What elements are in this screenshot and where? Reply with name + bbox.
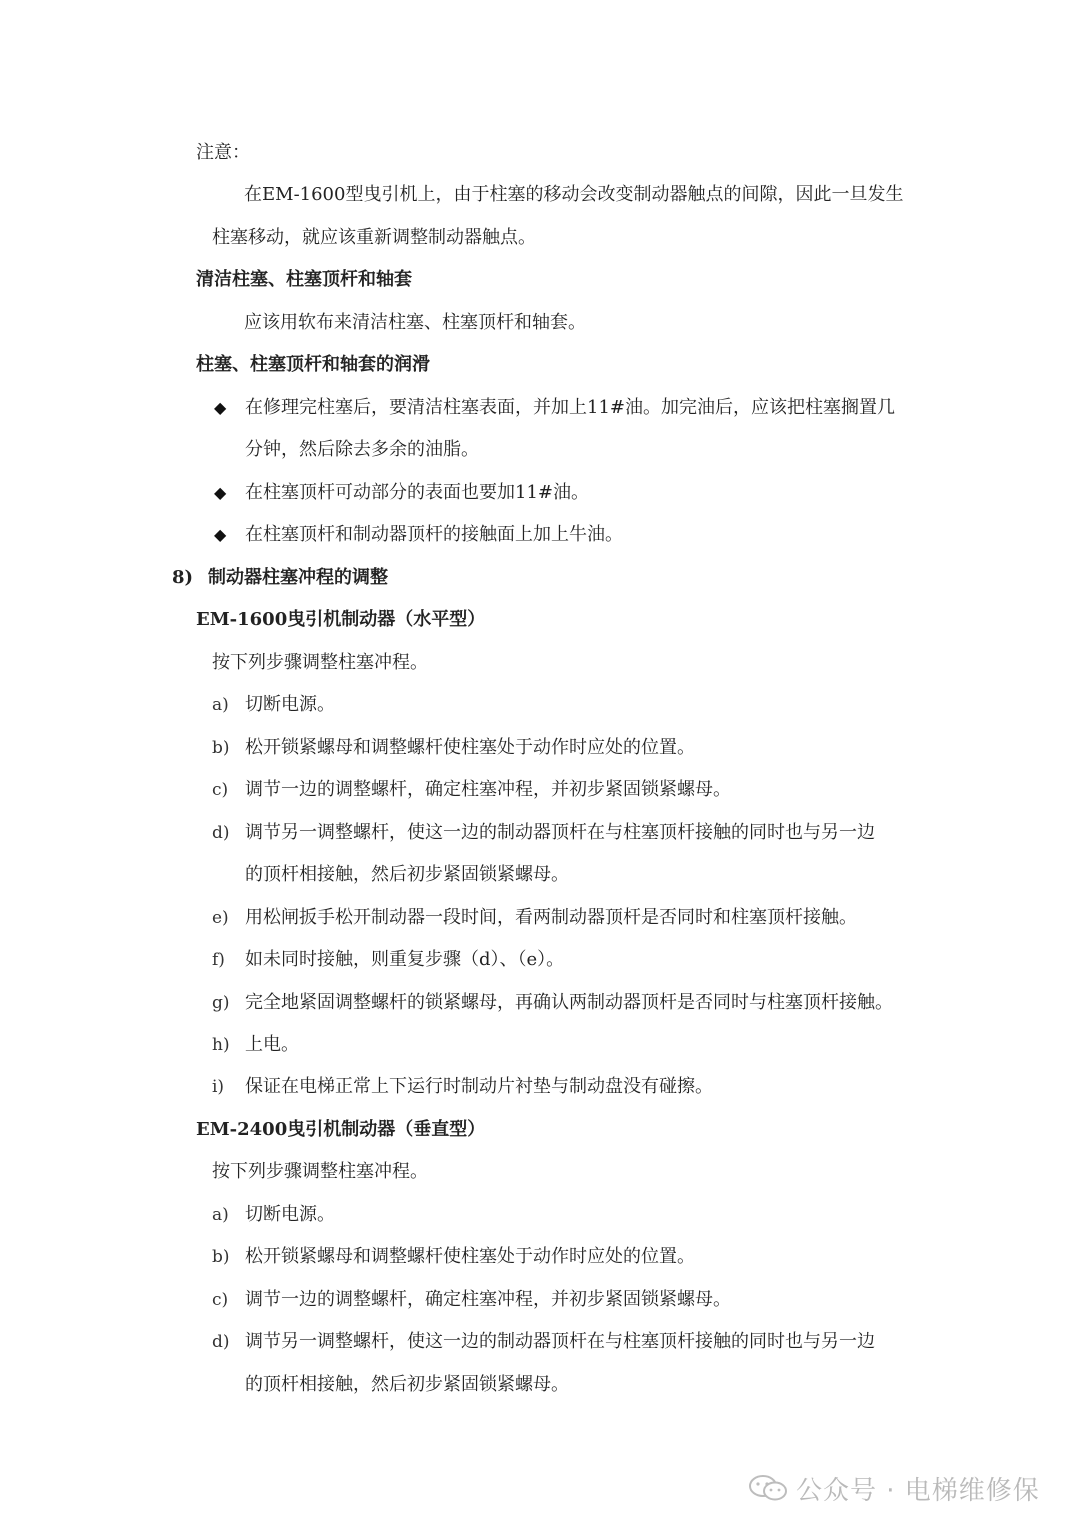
em2400-intro: 按下列步骤调整柱塞冲程。 — [212, 1161, 428, 1182]
wechat-icon — [748, 1473, 788, 1503]
clean-text: 应该用软布来清洁柱塞、柱塞顶杆和轴套。 — [244, 312, 586, 333]
em1600-step-h: 上电。 — [245, 1034, 299, 1055]
watermark — [748, 1468, 1040, 1508]
section-8-title: 制动器柱塞冲程的调整 — [208, 567, 388, 588]
em1600-step-e: 用松闸扳手松开制动器一段时间，看两制动器顶杆是否同时和柱塞顶杆接触。 — [245, 907, 857, 928]
em2400-step-c: 调节一边的调整螺杆，确定柱塞冲程，并初步紧固锁紧螺母。 — [245, 1289, 731, 1310]
em1600-heading: EM-1600曳引机制动器（水平型） — [196, 609, 486, 630]
note-paragraph-line-1: 在EM-1600型曳引机上，由于柱塞的移动会改变制动器触点的间隙，因此一旦发生 — [244, 184, 904, 205]
step-marker: b) — [212, 738, 230, 758]
em1600-intro: 按下列步骤调整柱塞冲程。 — [212, 652, 428, 673]
section-8-number: 8) — [172, 567, 194, 588]
step-marker: f) — [212, 950, 225, 970]
em2400-step-d-line-2: 的顶杆相接触，然后初步紧固锁紧螺母。 — [245, 1374, 569, 1395]
step-marker: h) — [212, 1035, 230, 1055]
step-marker: b) — [212, 1247, 230, 1267]
lube-bullet-2: 在柱塞顶杆可动部分的表面也要加11#油。 — [245, 482, 589, 503]
step-marker: d) — [212, 1332, 230, 1352]
watermark-text: 公众号 · 电梯维修保 — [796, 1475, 1040, 1506]
em1600-step-c: 调节一边的调整螺杆，确定柱塞冲程，并初步紧固锁紧螺母。 — [245, 779, 731, 800]
diamond-bullet-icon: ◆ — [214, 483, 227, 502]
note-label: 注意： — [196, 142, 250, 163]
em2400-step-b: 松开锁紧螺母和调整螺杆使柱塞处于动作时应处的位置。 — [245, 1246, 695, 1267]
step-marker: d) — [212, 823, 230, 843]
step-marker: i) — [212, 1077, 225, 1097]
em1600-step-g: 完全地紧固调整螺杆的锁紧螺母，再确认两制动器顶杆是否同时与柱塞顶杆接触。 — [245, 992, 893, 1013]
step-marker: a) — [212, 1205, 229, 1225]
em1600-step-f: 如未同时接触，则重复步骤（d）、（e）。 — [245, 949, 565, 970]
step-marker: c) — [212, 780, 229, 800]
em2400-heading: EM-2400曳引机制动器（垂直型） — [196, 1119, 486, 1140]
step-marker: g) — [212, 993, 230, 1013]
em1600-step-d-line-2: 的顶杆相接触，然后初步紧固锁紧螺母。 — [245, 864, 569, 885]
step-marker: a) — [212, 695, 229, 715]
step-marker: c) — [212, 1290, 229, 1310]
clean-heading: 清洁柱塞、柱塞顶杆和轴套 — [196, 269, 412, 290]
em2400-step-d-line-1: 调节另一调整螺杆，使这一边的制动器顶杆在与柱塞顶杆接触的同时也与另一边 — [245, 1331, 875, 1352]
em1600-step-a: 切断电源。 — [245, 694, 335, 715]
diamond-bullet-icon: ◆ — [214, 525, 227, 544]
em1600-step-i: 保证在电梯正常上下运行时制动片衬垫与制动盘没有碰擦。 — [245, 1076, 713, 1097]
lube-bullet-1-line-1: 在修理完柱塞后，要清洁柱塞表面，并加上11#油。加完油后，应该把柱塞搁置几 — [245, 397, 895, 418]
note-paragraph-line-2: 柱塞移动，就应该重新调整制动器触点。 — [212, 227, 536, 248]
step-marker: e) — [212, 908, 229, 928]
lube-heading: 柱塞、柱塞顶杆和轴套的润滑 — [196, 354, 430, 375]
lube-bullet-3: 在柱塞顶杆和制动器顶杆的接触面上加上牛油。 — [245, 524, 623, 545]
em1600-step-b: 松开锁紧螺母和调整螺杆使柱塞处于动作时应处的位置。 — [245, 737, 695, 758]
em1600-step-d-line-1: 调节另一调整螺杆，使这一边的制动器顶杆在与柱塞顶杆接触的同时也与另一边 — [245, 822, 875, 843]
lube-bullet-1-line-2: 分钟，然后除去多余的油脂。 — [245, 439, 479, 460]
diamond-bullet-icon: ◆ — [214, 398, 227, 417]
em2400-step-a: 切断电源。 — [245, 1204, 335, 1225]
